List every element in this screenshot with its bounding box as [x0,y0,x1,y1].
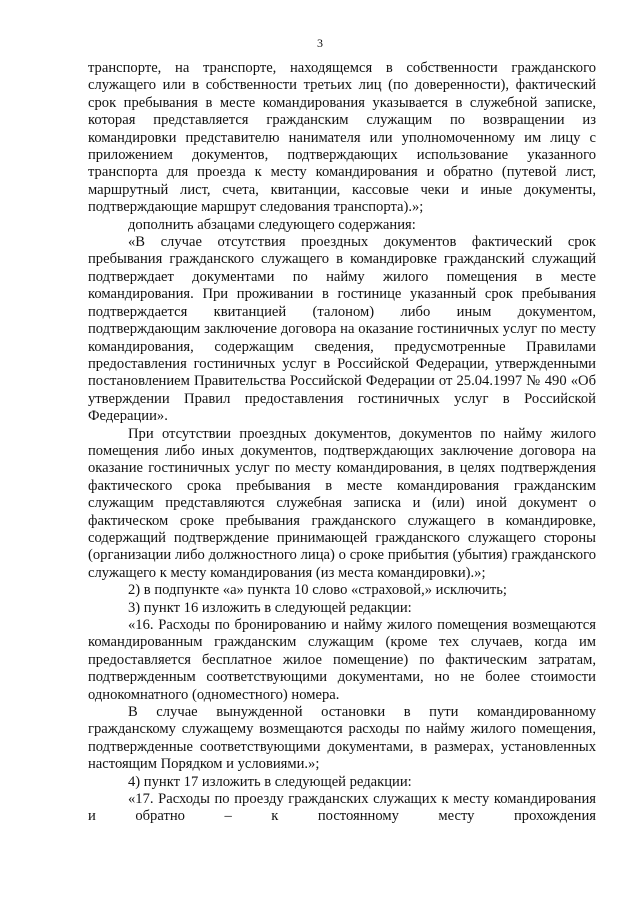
paragraph-quoted-point-16: «16. Расходы по бронированию и найму жилого помещения возмещаются командированным гражданским служащим (кроме тех случаев, когда им предоставляется бесплатное жилое помещение) по фактическим затратам, подтвержденным соответствующими документами, но не более стоимости однокомнатного (одноместного) номера. [88,617,596,703]
paragraph-item-4: 4) пункт 17 изложить в следующей редакции: [128,773,412,790]
document-body [88,60,596,826]
paragraph-amendment-intro: дополнить абзацами следующего содержания: [128,216,416,233]
paragraph-quoted-absence-of-documents: «В случае отсутствия проездных документов фактический срок пребывания гражданского служащего в командировке гражданский служащий подтверждает документами по найму жилого помещения в месте командирования. При проживании в гостинице указанный срок пребывания подтверждается квитанцией (талоном) либо иным документом, подтверждающим заключение договора на оказание гостиничных услуг по месту командирования, содержащим сведения, предусмотренные Правилами предоставления гостиничных услуг в Российской Федерации, утвержденными постановлением Правительства Российской Федерации от 25.04.1997 № 490 «Об утверждении Правил предоставления гостиничных услуг в Российской Федерации». [88,234,596,425]
paragraph-item-2: 2) в подпункте «а» пункта 10 слово «страховой,» исключить; [128,582,507,599]
paragraph-item-3: 3) пункт 16 изложить в следующей редакции: [128,599,412,616]
paragraph-quoted-no-documents: При отсутствии проездных документов, документов по найму жилого помещения либо иных документов, подтверждающих заключение договора на оказание гостиничных услуг по месту командирования, в целях подтверждения фактического срока пребывания в месте командирования гражданским служащим представляются служебная записка и (или) иной документ о фактическом сроке пребывания гражданского служащего в командировке, содержащий подтверждение принимающей гражданского служащего стороны (организации либо должностного лица) о сроке прибытия (убытия) гражданского служащего к месту командирования (из места командировки).»; [88,425,596,581]
paragraph-forced-stop: В случае вынужденной остановки в пути командированному гражданскому служащему возмещаются расходы по найму жилого помещения, подтвержденные соответствующими документами, в размерах, установленных настоящим Порядком и условиями.»; [88,704,596,773]
paragraph-continuation: транспорте, на транспорте, находящемся в собственности гражданского служащего или в собственности третьих лиц (по доверенности), фактический срок пребывания в месте командирования указывается в служебной записке, которая представляется гражданским служащим по возвращении из командировки представителю нанимателя или уполномоченному им лицу с приложением документов, подтверждающих использование указанного транспорта для проезда к месту командирования и обратно (путевой лист, маршрутный лист, счета, квитанции, кассовые чеки и иные документы, подтверждающие маршрут следования транспорта).»; [88,60,596,216]
page-number: 3 [317,36,323,50]
paragraph-quoted-point-17: «17. Расходы по проезду гражданских служащих к месту командирования и обратно – к постоянному месту прохождения [88,791,596,825]
